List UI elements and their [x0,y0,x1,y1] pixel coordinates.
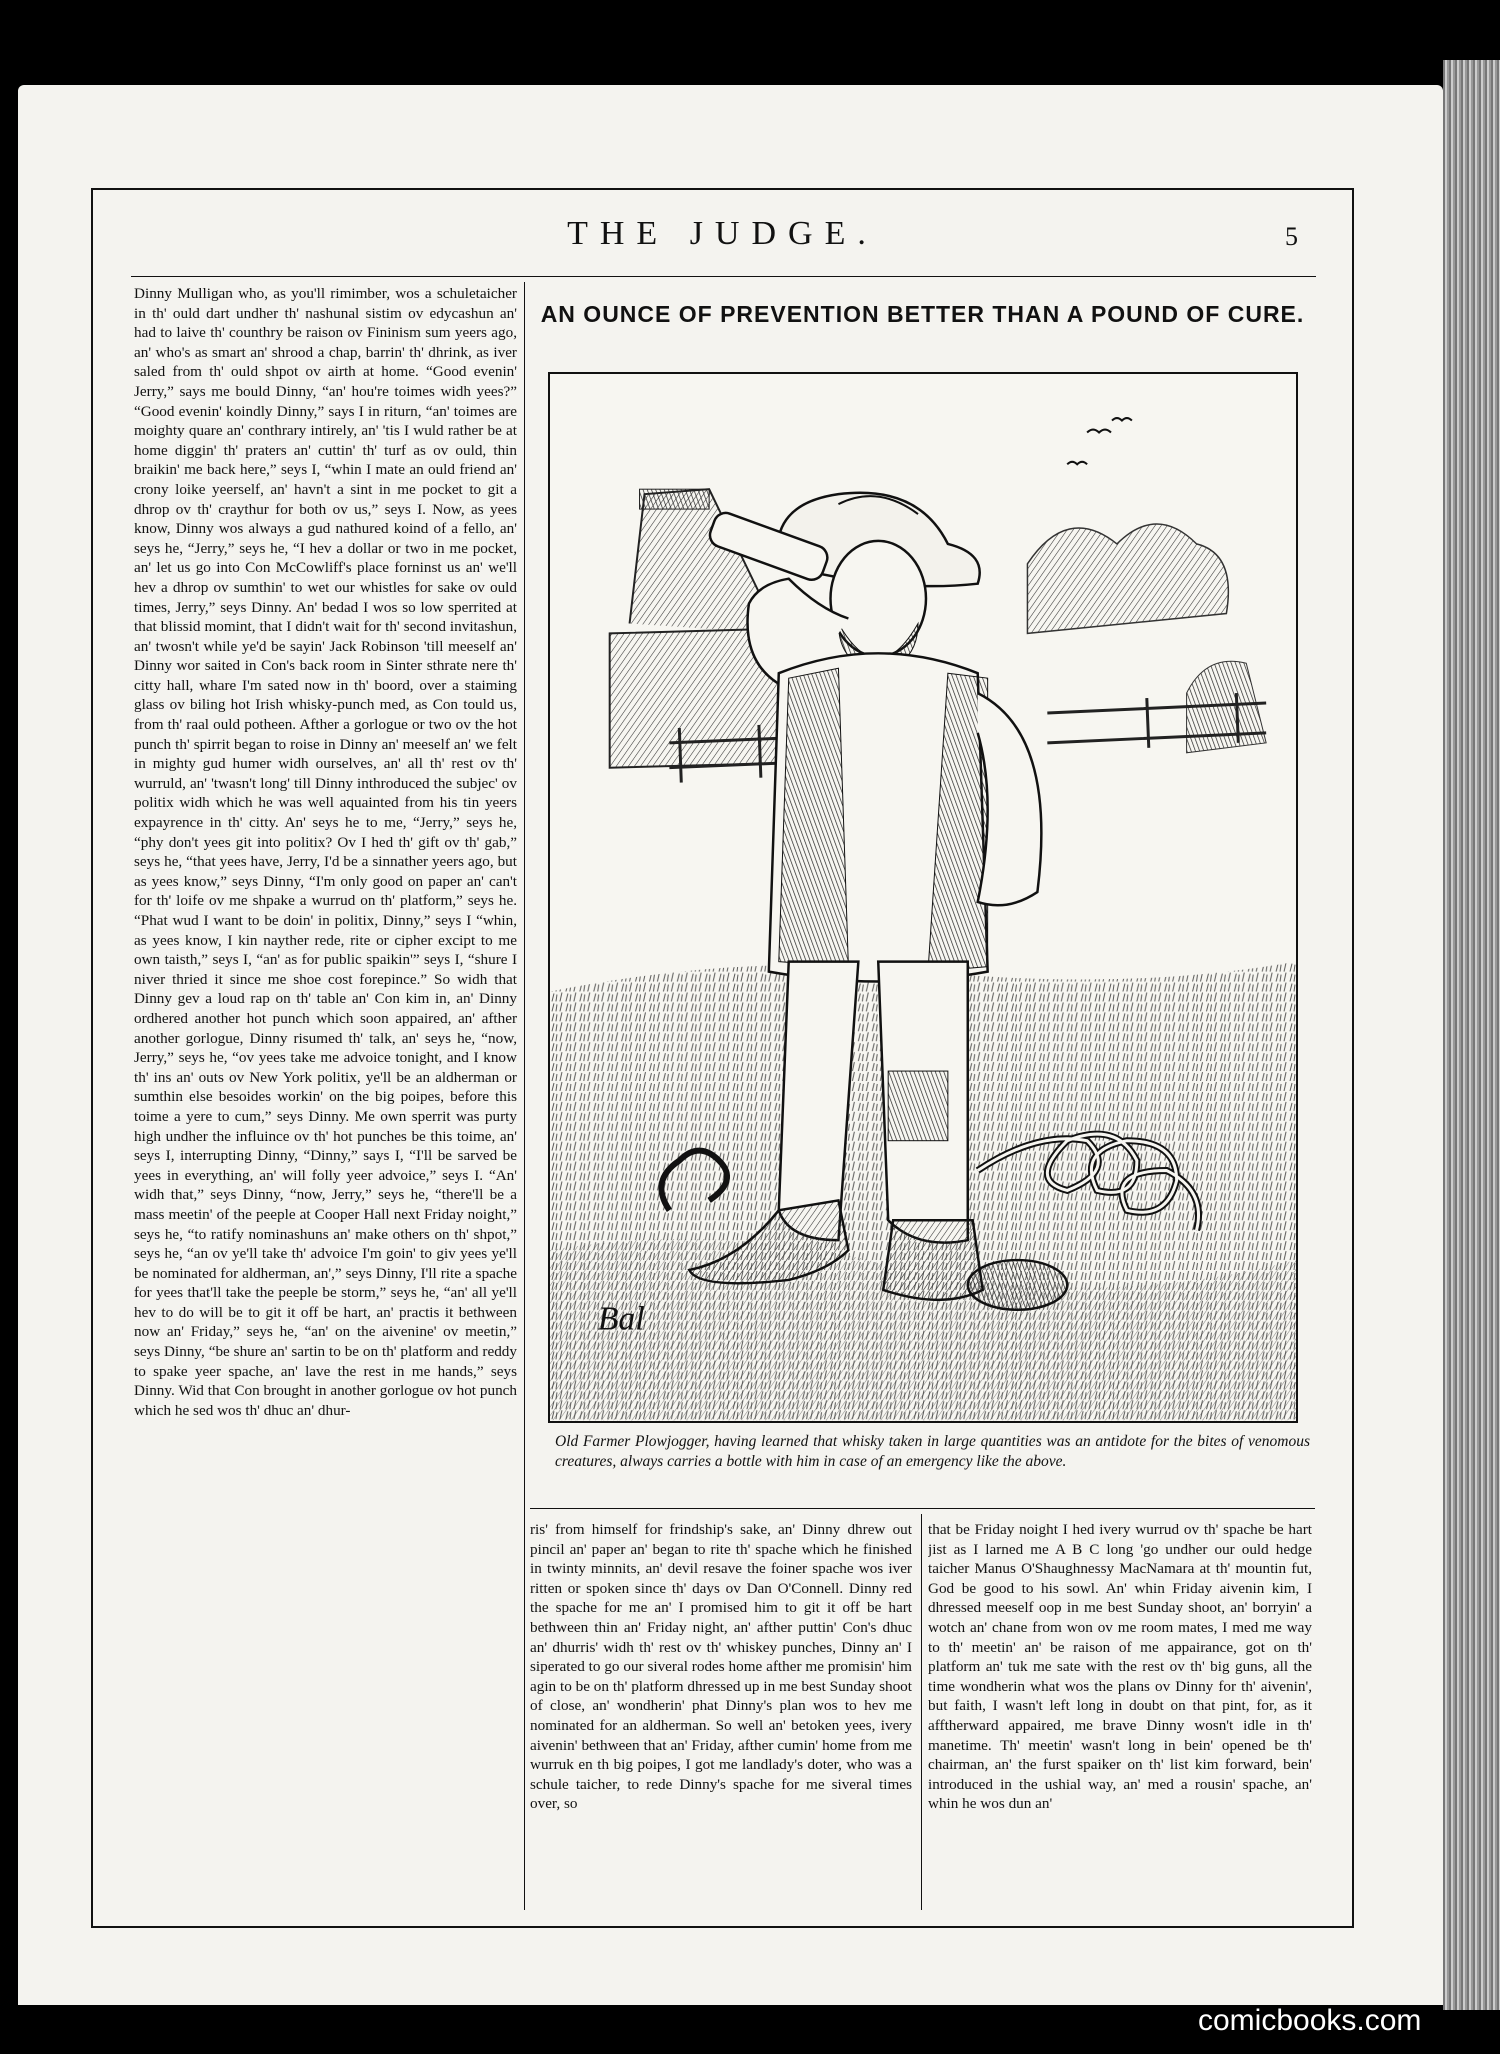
artist-signature: Bal [597,1300,645,1338]
cartoon-illustration [548,372,1298,1423]
cartoon-title: AN OUNCE OF PREVENTION BETTER THAN A POUND OF CURE. [540,301,1305,327]
article-column-right [928,1520,1312,1910]
article-text: ris' from himself for frindship's sake, an' Dinny dhrew out pincil an' paper an' began to rite th' spache which he finished in twinty minnits, an' devil resave the foiner spache wos iver ritten or spoken since th' days ov Dan O'Connell. Dinny red the spache for me an' I promised him to git it off be hart bethween thin an' Friday night, an' afther puttin' Con's dhuc an' dhurris' widh th' rest ov th' whiskey punches, Dinny an' I siperated to go our siveral rodes home afther me promisin' him agin to be on th' platform dhressed up in me best Sunday shoot of close, an' wondherin' phat Dinny's plan wos to hev me nominated for an aldherman. So well an' betoken yees, ivery aivenin' bethween that an' Friday, afther cumin' home from me wurruk en th big poipes, I got me landlady's doter, who was a schule taicher, to rede Dinny's spache for me siveral times over, so [530,1521,912,1813]
masthead-rule [131,276,1316,277]
article-text: Dinny Mulligan who, as you'll rimimber, wos a schuletaicher in th' ould dart undher th' nashunal sistim ov edycashun an' had to laive th' counthry be raison ov Fininism sum yeers ago, an' who's as smart an' shrood a chap, barrin' th' dhrink, as iver saled from th' ould shpot ov airth at home. “Good evenin' Jerry,” says me bould Dinny, “an' hou're toimes widh yees?” “Good evenin' koindly Dinny,” says I in riturn, “an' toimes are moighty quare an' conthrary intirely, an' 'tis I wuld rather be at home diggin' th' praters an' cuttin' th' turf as ov ould, thin braikin' me back here,” seys I, “whin I mate an ould friend an' crony loike yeerself, an' havn't a sint in me pocket to git a dhrop ov th' craythur for both ov us,” seys I. Now, as yees know, Dinny wos always a gud nathured koind of a fello, an' seys he, “Jerry,” seys he, “I hev a dollar or two in me pocket, an' let us go into Con McCowliff's place forninst us an' we'll hev a dhrop ov sumthin' to wet our whistles for sake ov ould times, Jerry,” seys Dinny. An' bedad I wos so low sperrited at that blissid momint, that I didn't wait for th' second invitashun, an' twosn't while ye'd be sayin' Jack Robinson 'till meeself an' Dinny wor saited in Con's back room in Sinter sthrate nere th' citty hall, whare I'm sated now in th' boord, over a staiming glass ov biling hot Irish whisky-punch med, as Con tould us, from th' raal ould potheen. Afther a gorlogue or two ov the hot punch th' spirrit began to roise in Dinny an' meeself an' we felt in mighty gud humer widh ourselves, an' all th' rest ov th' wurruld, an' 'twasn't long' till Dinny inthroduced the subjec' ov politix widh which he was well aquainted from his tin yeers expayrence in th' citty. An' seys he to me, “Jerry,” seys he, “phy don't yees git into politix? Ov I hed th' gift ov th' gab,” seys he, “that yees have, Jerry, I'd be a sinnather yeers ago, but as yees know,” seys Dinny, “I'm only good on paper an' can't for th' loife ov me shpake a wurrud on th' platform,” seys he. “Phat wud I want to be doin' in politix, Dinny,” seys I “whin, as yees know, I kin nayther rede, rite or cipher excipt to me own taisth,” seys I, “an' as for public spaikin'” seys I, “shure I niver thried it since me shoe cost forepince.” So widh that Dinny gev a loud rap on th' table an' Con kim in, an' Dinny ordhered another hot punch which soon appaired, an' afther another gorlogue, Dinny risumed th' talk, an' seys he, “now, Jerry,” seys he, “ov yees take me advoice tonight, and I know th' ins an' outs ov New York politix, ye'll be an aldherman or sumthin else besoides workin' on the big poipes, before this toime a yere to cum,” seys Dinny. Me own sperrit was purty high undher the influince ov th' hot punches be this toime, an' seys I, interrupting Dinny, “Dinny,” says I, “I'll be sarved be yees in everything, an' will folly yeer advoice,” seys I. “An' widh that,” seys Dinny, “now, Jerry,” seys he, “there'll be a mass meetin' of the peeple at Cooper Hall next Friday noight,” seys he, “to ratify nominashuns an' make others on th' shpot,” seys he, “an ov ye'll take th' advoice I'm goin' to giv yees ye'll be nominated for aldherman, an',” seys Dinny, I'll rite a spache for yees that'll take the peeple be storm,” seys he, “an' all ye'll hev to do will be to git it off be hart, an' practis it bethween now an' Friday,” seys he, “an' on the aivenine' ov meetin,” seys Dinny, “be shure an' sartin to be on th' platform and reddy to spake yeer spache, an' lave the rest in me hands,” seys Dinny. Wid that Con brought in another gorlogue ov hot punch which he sed wos th' dhuc an' dhur- [134,285,517,1419]
page-number: 5 [1285,222,1298,251]
cartoon-caption: Old Farmer Plowjogger, having learned that whisky taken in large quantities was an antidote for the bites of venomous creatures, always carries a bottle with him in case of an emergency like the above. [555,1433,1310,1470]
column-divider [524,282,525,1910]
caption-rule [530,1508,1315,1509]
watermark: comicbooks.com [1198,2004,1422,2037]
article-text: that be Friday noight I hed ivery wurrud ov th' spache be hart jist as I larned me A B C long 'go undher our ould hedge taicher Manus O'Shaughnessy MacNamara at th' mountin fut, God be good to his sowl. An' whin Friday aivenin kim, I dhressed meeself oop in me best Sunday shoot, an' borryin' a wotch an' chane from won ov me room mates, I med me way to th' meetin' an' be raison of me appairance, got on th' platform an' tuk me sate with the rest ov th' big guns, all the time wondherin what wos the plans ov Dinny for th' aivenin', but faith, I wasn't left long in doubt on that pint, for, as it afftherward appaired, me brave Dinny wosn't idle in th' manetime. Th' meetin' wasn't long in bein' opened be th' chairman, an' the furst spaiker on th' list kim forward, bein' introduced in the ushial way, an' med a rousin' spache, an' whin he wos dun an' [928,1521,1312,1813]
cartoon-drawing [550,374,1296,1421]
column-divider [921,1514,922,1910]
article-column-middle [530,1520,912,1910]
article-column-left [134,284,517,1909]
masthead: THE JUDGE. [567,215,878,252]
book-page-edges [1443,60,1500,2010]
